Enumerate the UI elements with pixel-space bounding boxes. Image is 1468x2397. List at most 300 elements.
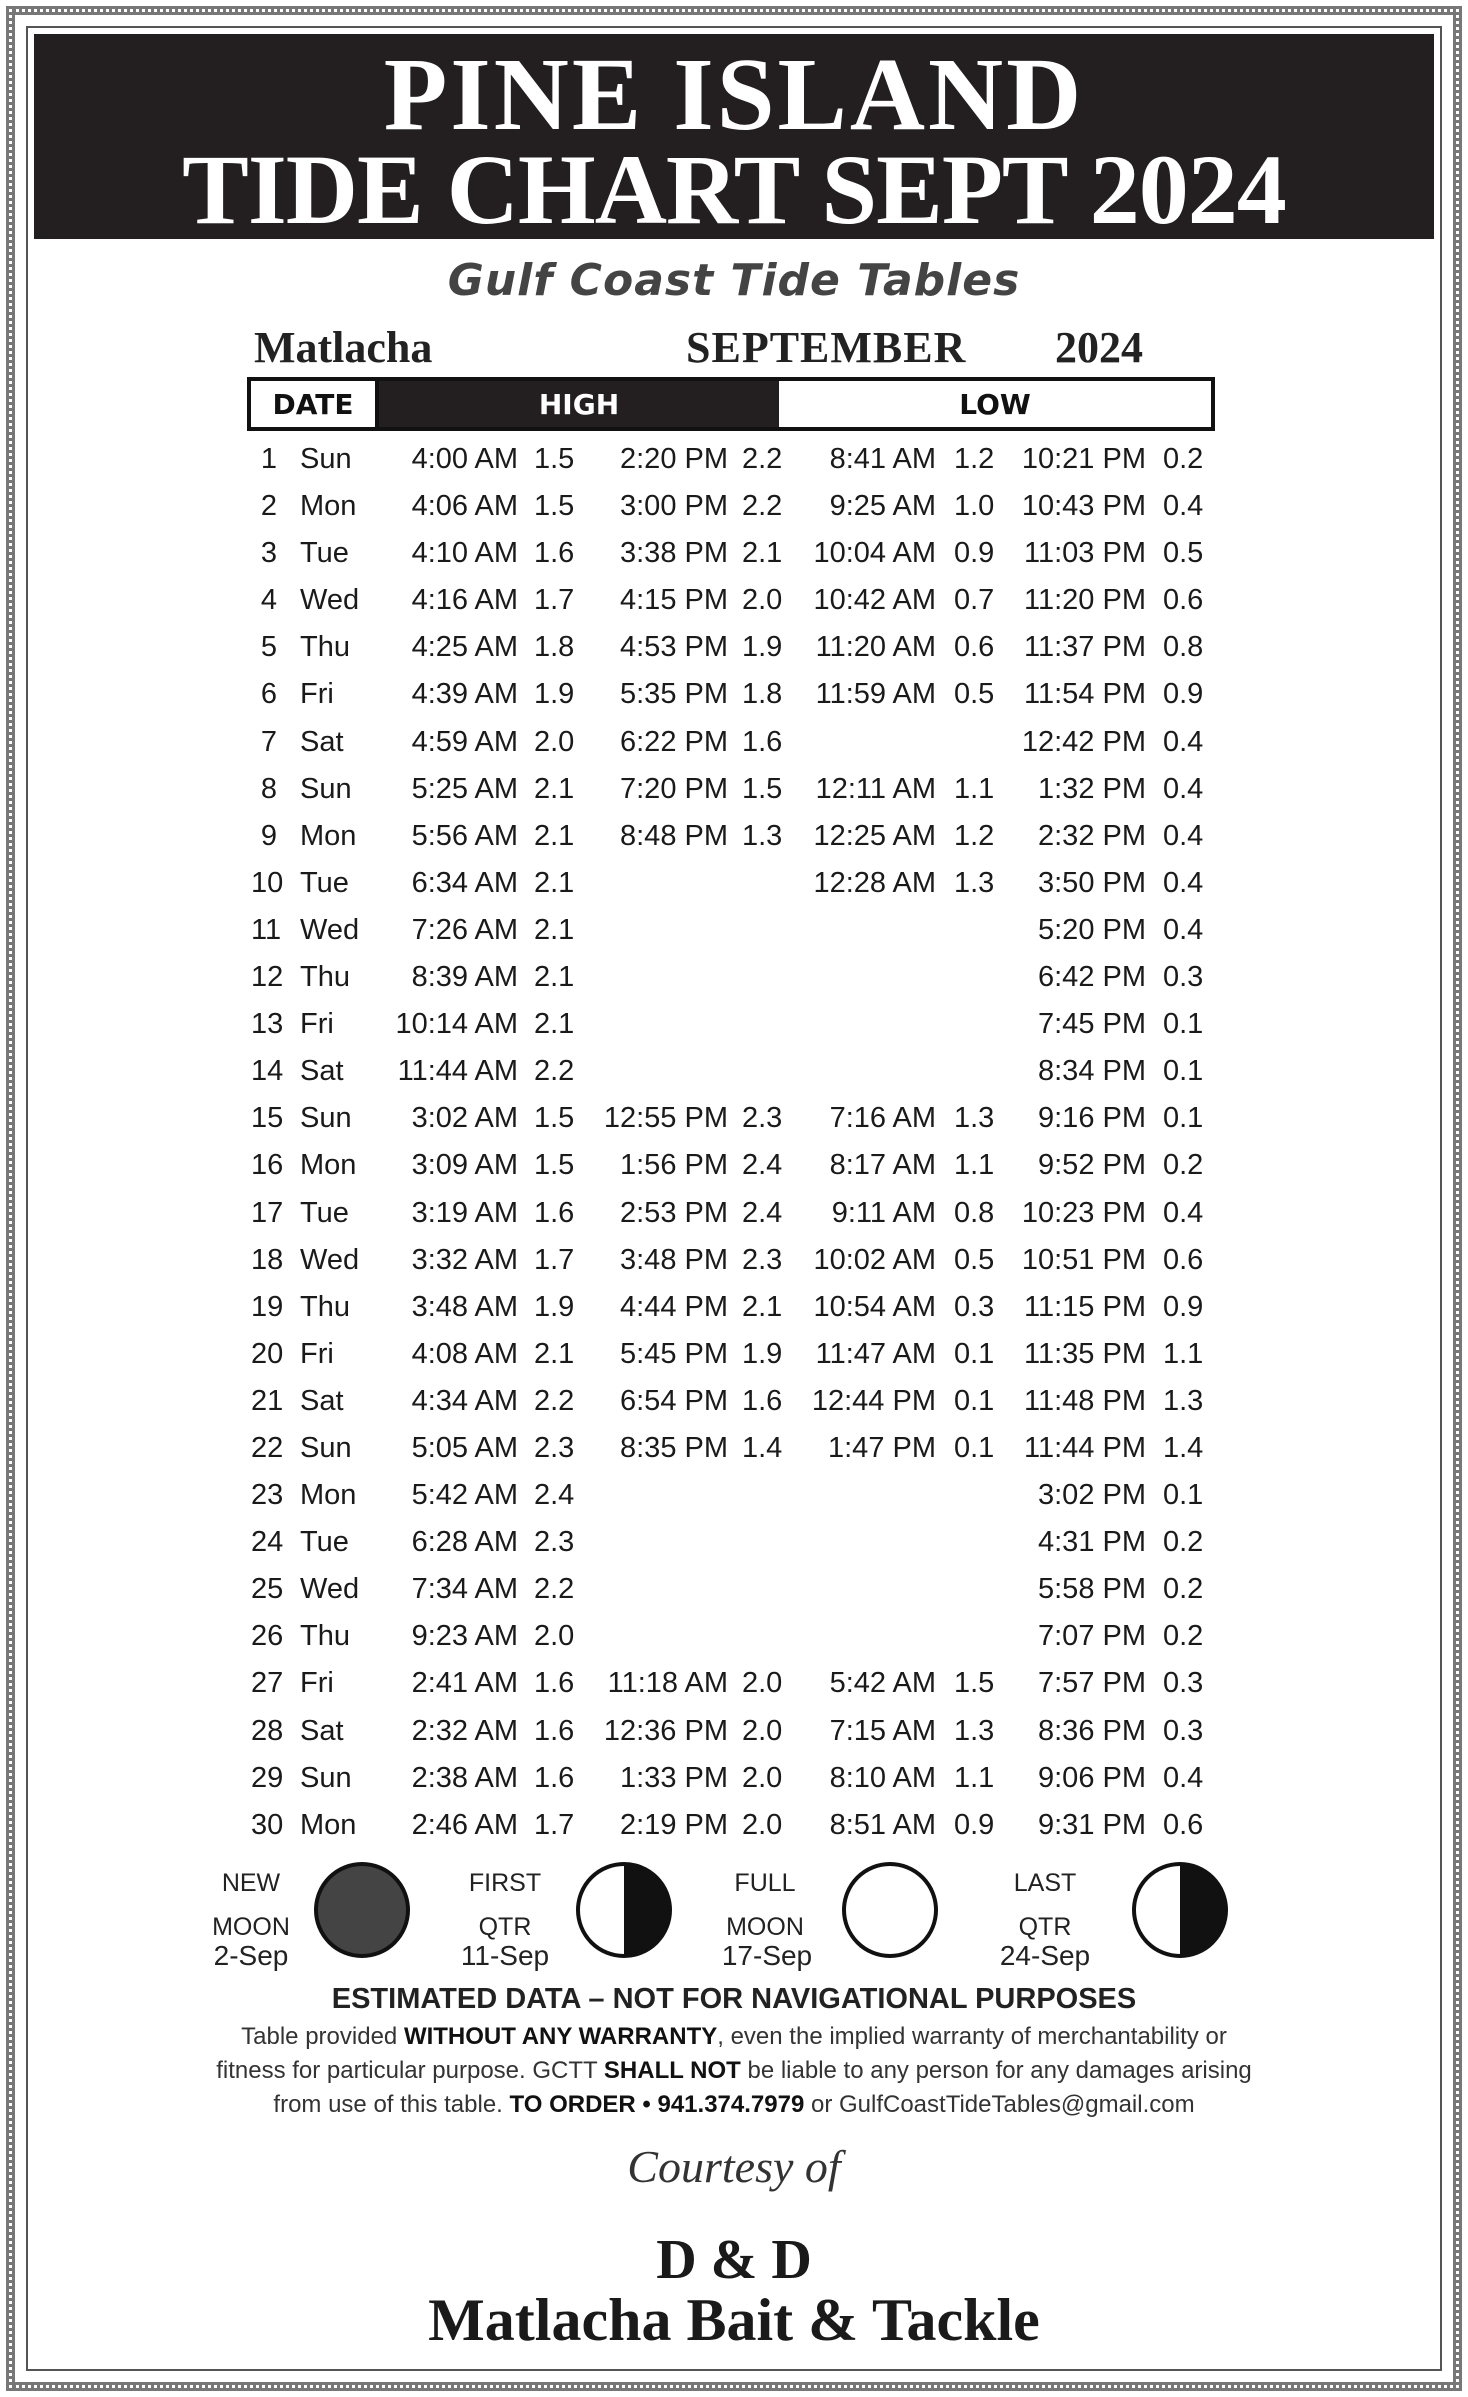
day-number: 20 bbox=[251, 1337, 284, 1370]
low-2-time: 11:54 PM bbox=[1024, 678, 1146, 711]
high-1-time: 4:06 AM bbox=[411, 490, 518, 523]
table-row bbox=[0, 1472, 1468, 1519]
day-of-week: Sat bbox=[300, 1714, 344, 1747]
table-row bbox=[0, 907, 1468, 954]
high-2-time: 6:54 PM bbox=[620, 1384, 728, 1417]
low-2-time: 9:31 PM bbox=[1038, 1808, 1146, 1841]
first-quarter-icon bbox=[576, 1862, 672, 1958]
high-1-time: 5:42 AM bbox=[411, 1479, 518, 1512]
low-2-time: 11:15 PM bbox=[1024, 1290, 1146, 1323]
high-1-height: 1.5 bbox=[534, 1102, 575, 1135]
high-2-height: 2.2 bbox=[742, 443, 783, 475]
day-of-week: Sun bbox=[300, 1761, 352, 1794]
day-number: 28 bbox=[251, 1714, 284, 1747]
high-2-height: 1.8 bbox=[742, 678, 783, 711]
high-1-height: 1.6 bbox=[534, 537, 575, 570]
low-1-time: 10:02 AM bbox=[813, 1243, 936, 1276]
day-of-week: Mon bbox=[300, 1479, 357, 1512]
order-email: or GulfCoastTideTables@gmail.com bbox=[804, 2091, 1195, 2118]
day-number: 19 bbox=[251, 1290, 284, 1323]
day-of-week: Thu bbox=[300, 631, 350, 664]
low-1-height: 0.7 bbox=[954, 584, 995, 617]
day-number: 17 bbox=[251, 1196, 284, 1229]
high-1-time: 6:34 AM bbox=[411, 866, 518, 899]
low-2-time: 6:42 PM bbox=[1038, 961, 1146, 994]
day-number: 13 bbox=[251, 1008, 284, 1041]
high-2-time: 7:20 PM bbox=[620, 772, 728, 805]
high-2-time: 4:53 PM bbox=[620, 631, 728, 664]
table-row bbox=[0, 483, 1468, 530]
low-1-height: 1.5 bbox=[954, 1667, 995, 1700]
low-2-time: 10:51 PM bbox=[1021, 1243, 1146, 1276]
high-1-time: 3:02 AM bbox=[411, 1102, 518, 1135]
day-number: 29 bbox=[251, 1761, 284, 1794]
high-2-time: 3:00 PM bbox=[620, 490, 728, 523]
day-number: 26 bbox=[251, 1620, 284, 1653]
high-2-time: 6:22 PM bbox=[620, 725, 728, 758]
high-1-time: 4:08 AM bbox=[411, 1337, 518, 1370]
day-of-week: Sun bbox=[300, 1431, 352, 1464]
year-label: 2024 bbox=[1055, 323, 1143, 372]
table-row bbox=[0, 671, 1468, 718]
high-1-time: 2:41 AM bbox=[411, 1667, 518, 1700]
high-2-height: 2.4 bbox=[742, 1196, 783, 1229]
disclaimer-text: fitness for particular purpose. GCTT bbox=[216, 2057, 604, 2084]
table-row bbox=[0, 436, 1468, 483]
high-1-height: 1.7 bbox=[534, 584, 575, 617]
low-2-time: 7:45 PM bbox=[1038, 1008, 1146, 1041]
day-of-week: Sat bbox=[300, 1055, 344, 1088]
high-1-height: 2.1 bbox=[534, 819, 575, 852]
low-2-height: 0.1 bbox=[1163, 1008, 1204, 1041]
low-2-time: 10:23 PM bbox=[1021, 1196, 1146, 1229]
disclaimer-emphasis: SHALL NOT bbox=[603, 2057, 741, 2084]
low-1-height: 0.5 bbox=[954, 678, 995, 711]
high-1-height: 2.3 bbox=[534, 1431, 575, 1464]
low-1-time: 12:11 AM bbox=[815, 772, 936, 805]
header-high: HIGH bbox=[379, 381, 779, 427]
high-2-height: 2.3 bbox=[742, 1243, 783, 1276]
day-number: 27 bbox=[251, 1667, 284, 1700]
high-1-time: 7:26 AM bbox=[411, 913, 518, 946]
low-2-height: 0.4 bbox=[1163, 1196, 1204, 1229]
day-number: 7 bbox=[260, 725, 277, 758]
low-1-height: 0.5 bbox=[954, 1243, 995, 1276]
table-row bbox=[0, 1378, 1468, 1425]
high-1-height: 2.2 bbox=[534, 1384, 575, 1417]
table-row bbox=[0, 1284, 1468, 1331]
location-label: Matlacha bbox=[254, 323, 433, 372]
table-row bbox=[0, 1190, 1468, 1237]
low-1-time: 8:41 AM bbox=[829, 443, 936, 475]
low-1-time: 10:04 AM bbox=[813, 537, 936, 570]
low-1-height: 1.0 bbox=[954, 490, 995, 523]
high-2-height: 1.3 bbox=[742, 819, 783, 852]
high-2-height: 2.0 bbox=[742, 1761, 783, 1794]
day-number: 9 bbox=[260, 819, 277, 852]
high-2-time: 1:56 PM bbox=[620, 1149, 728, 1182]
high-1-time: 10:14 AM bbox=[395, 1008, 518, 1041]
day-number: 1 bbox=[260, 443, 277, 475]
table-row bbox=[0, 1519, 1468, 1566]
tide-table bbox=[0, 436, 1468, 1849]
high-1-height: 2.0 bbox=[534, 1620, 575, 1653]
day-number: 11 bbox=[251, 913, 282, 946]
high-2-time: 2:20 PM bbox=[620, 443, 728, 475]
day-number: 3 bbox=[260, 537, 277, 570]
moon-label-line2: MOON bbox=[212, 1913, 290, 1941]
low-1-height: 0.8 bbox=[954, 1196, 995, 1229]
high-2-time: 3:38 PM bbox=[620, 537, 728, 570]
high-2-time: 8:48 PM bbox=[620, 819, 728, 852]
day-of-week: Wed bbox=[300, 1573, 360, 1606]
low-1-height: 1.3 bbox=[954, 1102, 995, 1135]
low-2-height: 0.1 bbox=[1163, 1102, 1204, 1135]
low-2-height: 0.9 bbox=[1163, 1290, 1204, 1323]
high-1-time: 4:34 AM bbox=[411, 1384, 518, 1417]
day-number: 24 bbox=[251, 1526, 284, 1559]
moon-label-line1: FIRST bbox=[468, 1869, 542, 1897]
day-of-week: Tue bbox=[300, 537, 349, 570]
high-1-time: 6:28 AM bbox=[411, 1526, 518, 1559]
low-2-time: 11:35 PM bbox=[1024, 1337, 1146, 1370]
low-2-time: 11:37 PM bbox=[1024, 631, 1146, 664]
low-2-time: 7:07 PM bbox=[1038, 1620, 1146, 1653]
day-number: 5 bbox=[260, 631, 277, 664]
high-2-height: 2.4 bbox=[742, 1149, 783, 1182]
high-1-height: 2.1 bbox=[534, 913, 575, 946]
high-1-time: 2:38 AM bbox=[411, 1761, 518, 1794]
disclaimer-text: from use of this table. bbox=[273, 2091, 510, 2118]
low-2-height: 0.4 bbox=[1163, 725, 1204, 758]
day-number: 2 bbox=[260, 490, 277, 523]
low-1-height: 1.1 bbox=[954, 1149, 995, 1182]
low-1-time: 7:16 AM bbox=[829, 1102, 936, 1135]
header-low: LOW bbox=[779, 381, 1211, 427]
moon-label-line1: NEW bbox=[221, 1869, 281, 1897]
last-quarter-icon bbox=[1132, 1862, 1228, 1958]
disclaimer-line-1 bbox=[180, 2020, 1288, 2054]
low-2-time: 11:03 PM bbox=[1024, 537, 1146, 570]
low-1-height: 1.1 bbox=[954, 1761, 995, 1794]
high-1-time: 4:59 AM bbox=[411, 725, 518, 758]
day-of-week: Sun bbox=[300, 772, 352, 805]
day-number: 4 bbox=[260, 584, 277, 617]
high-1-height: 2.0 bbox=[534, 725, 575, 758]
table-row bbox=[0, 1566, 1468, 1613]
day-of-week: Mon bbox=[300, 490, 357, 523]
high-2-height: 2.2 bbox=[742, 490, 783, 523]
low-1-time: 11:20 AM bbox=[815, 631, 936, 664]
low-1-height: 0.6 bbox=[954, 631, 995, 664]
high-1-time: 2:46 AM bbox=[411, 1808, 518, 1841]
low-2-time: 8:36 PM bbox=[1038, 1714, 1146, 1747]
high-1-height: 2.3 bbox=[534, 1526, 575, 1559]
sponsor-line-1: D & D bbox=[656, 2229, 812, 2291]
high-1-time: 9:23 AM bbox=[411, 1620, 518, 1653]
low-2-time: 12:42 PM bbox=[1021, 725, 1146, 758]
low-2-time: 4:31 PM bbox=[1038, 1526, 1146, 1559]
high-1-height: 2.4 bbox=[534, 1479, 575, 1512]
low-2-time: 7:57 PM bbox=[1038, 1667, 1146, 1700]
low-2-time: 11:48 PM bbox=[1024, 1384, 1146, 1417]
low-1-height: 1.3 bbox=[954, 1714, 995, 1747]
table-row bbox=[0, 577, 1468, 624]
low-2-height: 0.5 bbox=[1163, 537, 1204, 570]
low-2-height: 0.4 bbox=[1163, 1761, 1204, 1794]
courtesy-label: Courtesy of bbox=[627, 2141, 841, 2192]
high-2-height: 2.1 bbox=[742, 1290, 783, 1323]
table-row bbox=[0, 1755, 1468, 1802]
moon-date: 11-Sep bbox=[460, 1940, 550, 1971]
high-1-time: 5:25 AM bbox=[411, 772, 518, 805]
low-2-time: 1:32 PM bbox=[1038, 772, 1146, 805]
low-2-time: 11:44 PM bbox=[1024, 1431, 1146, 1464]
header-date: DATE bbox=[251, 381, 379, 427]
low-1-height: 0.1 bbox=[954, 1337, 995, 1370]
low-2-time: 3:50 PM bbox=[1038, 866, 1146, 899]
table-row bbox=[0, 1660, 1468, 1707]
moon-date: 24-Sep bbox=[999, 1940, 1091, 1971]
day-of-week: Thu bbox=[300, 1290, 350, 1323]
high-1-height: 1.8 bbox=[534, 631, 575, 664]
high-2-time: 8:35 PM bbox=[620, 1431, 728, 1464]
high-2-time: 12:36 PM bbox=[603, 1714, 728, 1747]
day-number: 25 bbox=[251, 1573, 284, 1606]
low-1-height: 1.3 bbox=[954, 866, 995, 899]
low-2-height: 0.2 bbox=[1163, 1149, 1204, 1182]
high-1-height: 1.6 bbox=[534, 1196, 575, 1229]
low-1-time: 10:54 AM bbox=[813, 1290, 936, 1323]
low-2-height: 0.1 bbox=[1163, 1055, 1204, 1088]
disclaimer-text: be liable to any person for any damages arising bbox=[740, 2057, 1252, 2084]
high-1-height: 1.6 bbox=[534, 1667, 575, 1700]
day-number: 8 bbox=[260, 772, 277, 805]
month-label: SEPTEMBER bbox=[686, 323, 967, 372]
high-1-height: 1.9 bbox=[534, 678, 575, 711]
high-1-height: 1.9 bbox=[534, 1290, 575, 1323]
high-2-height: 2.0 bbox=[742, 584, 783, 617]
low-1-time: 9:25 AM bbox=[829, 490, 936, 523]
low-1-time: 5:42 AM bbox=[829, 1667, 936, 1700]
high-2-height: 1.9 bbox=[742, 1337, 783, 1370]
high-1-time: 4:25 AM bbox=[411, 631, 518, 664]
high-2-time: 5:35 PM bbox=[620, 678, 728, 711]
high-1-time: 5:05 AM bbox=[411, 1431, 518, 1464]
high-2-time: 4:15 PM bbox=[620, 584, 728, 617]
title-line-1: PINE ISLAND bbox=[383, 37, 1085, 152]
high-1-time: 7:34 AM bbox=[411, 1573, 518, 1606]
low-1-time: 8:10 AM bbox=[829, 1761, 936, 1794]
moon-label-line2: MOON bbox=[726, 1913, 804, 1941]
low-1-time: 1:47 PM bbox=[828, 1431, 936, 1464]
low-2-time: 5:58 PM bbox=[1038, 1573, 1146, 1606]
low-2-height: 1.3 bbox=[1163, 1384, 1204, 1417]
high-1-height: 2.1 bbox=[534, 772, 575, 805]
full-moon-icon bbox=[842, 1862, 938, 1958]
day-number: 18 bbox=[251, 1243, 284, 1276]
high-1-time: 5:56 AM bbox=[411, 819, 518, 852]
low-1-height: 0.1 bbox=[954, 1384, 995, 1417]
high-1-time: 4:00 AM bbox=[411, 443, 518, 475]
high-1-time: 11:44 AM bbox=[397, 1055, 518, 1088]
high-1-time: 2:32 AM bbox=[411, 1714, 518, 1747]
day-of-week: Tue bbox=[300, 866, 349, 899]
low-1-height: 1.1 bbox=[954, 772, 995, 805]
high-1-time: 4:10 AM bbox=[411, 537, 518, 570]
brand-title: Gulf Coast Tide Tables bbox=[447, 255, 1021, 306]
table-row bbox=[0, 1708, 1468, 1755]
moon-date: 17-Sep bbox=[721, 1940, 813, 1971]
day-of-week: Mon bbox=[300, 1808, 357, 1841]
day-number: 23 bbox=[251, 1479, 284, 1512]
low-2-time: 11:20 PM bbox=[1024, 584, 1146, 617]
low-1-height: 0.3 bbox=[954, 1290, 995, 1323]
day-of-week: Tue bbox=[300, 1196, 349, 1229]
day-number: 12 bbox=[251, 961, 284, 994]
low-2-time: 3:02 PM bbox=[1038, 1479, 1146, 1512]
low-2-height: 0.3 bbox=[1163, 1714, 1204, 1747]
low-2-time: 9:06 PM bbox=[1038, 1761, 1146, 1794]
low-2-time: 10:21 PM bbox=[1021, 443, 1146, 475]
high-2-height: 1.6 bbox=[742, 725, 783, 758]
order-label: TO ORDER bbox=[509, 2091, 636, 2118]
low-1-time: 12:44 PM bbox=[811, 1384, 936, 1417]
day-number: 15 bbox=[251, 1102, 284, 1135]
day-of-week: Mon bbox=[300, 819, 357, 852]
high-2-height: 1.9 bbox=[742, 631, 783, 664]
high-1-time: 4:39 AM bbox=[411, 678, 518, 711]
low-2-height: 0.6 bbox=[1163, 1243, 1204, 1276]
low-2-height: 0.4 bbox=[1163, 772, 1204, 805]
high-2-height: 2.1 bbox=[742, 537, 783, 570]
low-2-height: 0.2 bbox=[1163, 1526, 1204, 1559]
day-of-week: Sat bbox=[300, 1384, 344, 1417]
day-of-week: Thu bbox=[300, 961, 350, 994]
day-number: 6 bbox=[260, 678, 277, 711]
table-row bbox=[0, 1142, 1468, 1189]
low-2-height: 0.9 bbox=[1163, 678, 1204, 711]
moon-label-line1: LAST bbox=[1013, 1869, 1077, 1897]
low-2-height: 0.6 bbox=[1163, 1808, 1204, 1841]
table-row bbox=[0, 1048, 1468, 1095]
low-1-time: 11:47 AM bbox=[815, 1337, 936, 1370]
day-of-week: Fri bbox=[300, 1667, 334, 1700]
low-2-height: 0.8 bbox=[1163, 631, 1204, 664]
day-of-week: Fri bbox=[300, 1008, 334, 1041]
high-2-height: 2.0 bbox=[742, 1808, 783, 1841]
day-of-week: Wed bbox=[300, 913, 360, 946]
low-1-height: 0.1 bbox=[954, 1431, 995, 1464]
high-1-time: 4:16 AM bbox=[411, 584, 518, 617]
day-number: 30 bbox=[251, 1808, 284, 1841]
high-2-time: 2:19 PM bbox=[620, 1808, 728, 1841]
high-2-height: 2.3 bbox=[742, 1102, 783, 1135]
day-of-week: Sat bbox=[300, 725, 344, 758]
high-1-height: 2.1 bbox=[534, 1008, 575, 1041]
high-1-height: 1.6 bbox=[534, 1714, 575, 1747]
sponsor-line-2: Matlacha Bait & Tackle bbox=[428, 2287, 1040, 2353]
low-2-height: 0.6 bbox=[1163, 584, 1204, 617]
high-1-height: 1.5 bbox=[534, 1149, 575, 1182]
low-2-height: 0.4 bbox=[1163, 819, 1204, 852]
low-2-time: 9:16 PM bbox=[1038, 1102, 1146, 1135]
day-of-week: Wed bbox=[300, 584, 360, 617]
low-2-height: 0.4 bbox=[1163, 866, 1204, 899]
moon-phases bbox=[0, 1840, 1468, 1980]
table-row bbox=[0, 1095, 1468, 1142]
moon-label-line2: QTR bbox=[1018, 1913, 1072, 1941]
day-of-week: Thu bbox=[300, 1620, 350, 1653]
high-1-height: 1.6 bbox=[534, 1761, 575, 1794]
disclaimer-title: ESTIMATED DATA – NOT FOR NAVIGATIONAL PURPOSES bbox=[331, 1983, 1137, 2015]
high-2-time: 1:33 PM bbox=[620, 1761, 728, 1794]
low-2-height: 1.4 bbox=[1163, 1431, 1204, 1464]
title-line-2: TIDE CHART SEPT 2024 bbox=[182, 134, 1286, 245]
day-of-week: Fri bbox=[300, 1337, 334, 1370]
low-1-time: 12:25 AM bbox=[813, 819, 936, 852]
disclaimer-line-3 bbox=[180, 2088, 1288, 2122]
table-row bbox=[0, 1425, 1468, 1472]
low-1-time: 7:15 AM bbox=[829, 1714, 936, 1747]
high-2-time: 11:18 AM bbox=[607, 1667, 728, 1700]
table-row bbox=[0, 766, 1468, 813]
table-row bbox=[0, 1613, 1468, 1660]
low-1-height: 1.2 bbox=[954, 819, 995, 852]
low-2-time: 9:52 PM bbox=[1038, 1149, 1146, 1182]
disclaimer-text: , even the implied warranty of merchantability or bbox=[717, 2023, 1227, 2050]
day-number: 21 bbox=[251, 1384, 284, 1417]
table-header bbox=[247, 377, 1215, 431]
moon-label-line2: QTR bbox=[478, 1913, 532, 1941]
high-1-height: 2.1 bbox=[534, 1337, 575, 1370]
high-2-time: 5:45 PM bbox=[620, 1337, 728, 1370]
high-2-time: 3:48 PM bbox=[620, 1243, 728, 1276]
low-2-height: 1.1 bbox=[1163, 1337, 1204, 1370]
low-2-time: 5:20 PM bbox=[1038, 913, 1146, 946]
high-1-height: 1.7 bbox=[534, 1243, 575, 1276]
table-row bbox=[0, 1331, 1468, 1378]
moon-label-line1: FULL bbox=[734, 1869, 796, 1897]
low-2-height: 0.2 bbox=[1163, 1573, 1204, 1606]
table-row bbox=[0, 954, 1468, 1001]
low-1-time: 12:28 AM bbox=[813, 866, 936, 899]
high-2-height: 2.0 bbox=[742, 1667, 783, 1700]
high-1-height: 2.2 bbox=[534, 1055, 575, 1088]
day-of-week: Sun bbox=[300, 443, 352, 475]
low-2-time: 8:34 PM bbox=[1038, 1055, 1146, 1088]
order-phone: • 941.374.7979 bbox=[635, 2091, 805, 2118]
low-2-height: 0.3 bbox=[1163, 1667, 1204, 1700]
low-1-time: 8:51 AM bbox=[829, 1808, 936, 1841]
high-2-height: 1.4 bbox=[742, 1431, 783, 1464]
moon-date: 2-Sep bbox=[213, 1940, 289, 1971]
day-of-week: Wed bbox=[300, 1243, 360, 1276]
day-of-week: Tue bbox=[300, 1526, 349, 1559]
high-2-height: 2.0 bbox=[742, 1714, 783, 1747]
low-2-height: 0.2 bbox=[1163, 443, 1204, 475]
table-row bbox=[0, 719, 1468, 766]
high-1-height: 1.5 bbox=[534, 490, 575, 523]
table-row bbox=[0, 530, 1468, 577]
title-banner bbox=[34, 34, 1434, 245]
low-2-height: 0.4 bbox=[1163, 490, 1204, 523]
low-1-time: 10:42 AM bbox=[813, 584, 936, 617]
high-1-time: 3:48 AM bbox=[411, 1290, 518, 1323]
disclaimer-text: Table provided bbox=[241, 2023, 404, 2050]
table-row bbox=[0, 860, 1468, 907]
low-2-height: 0.4 bbox=[1163, 913, 1204, 946]
